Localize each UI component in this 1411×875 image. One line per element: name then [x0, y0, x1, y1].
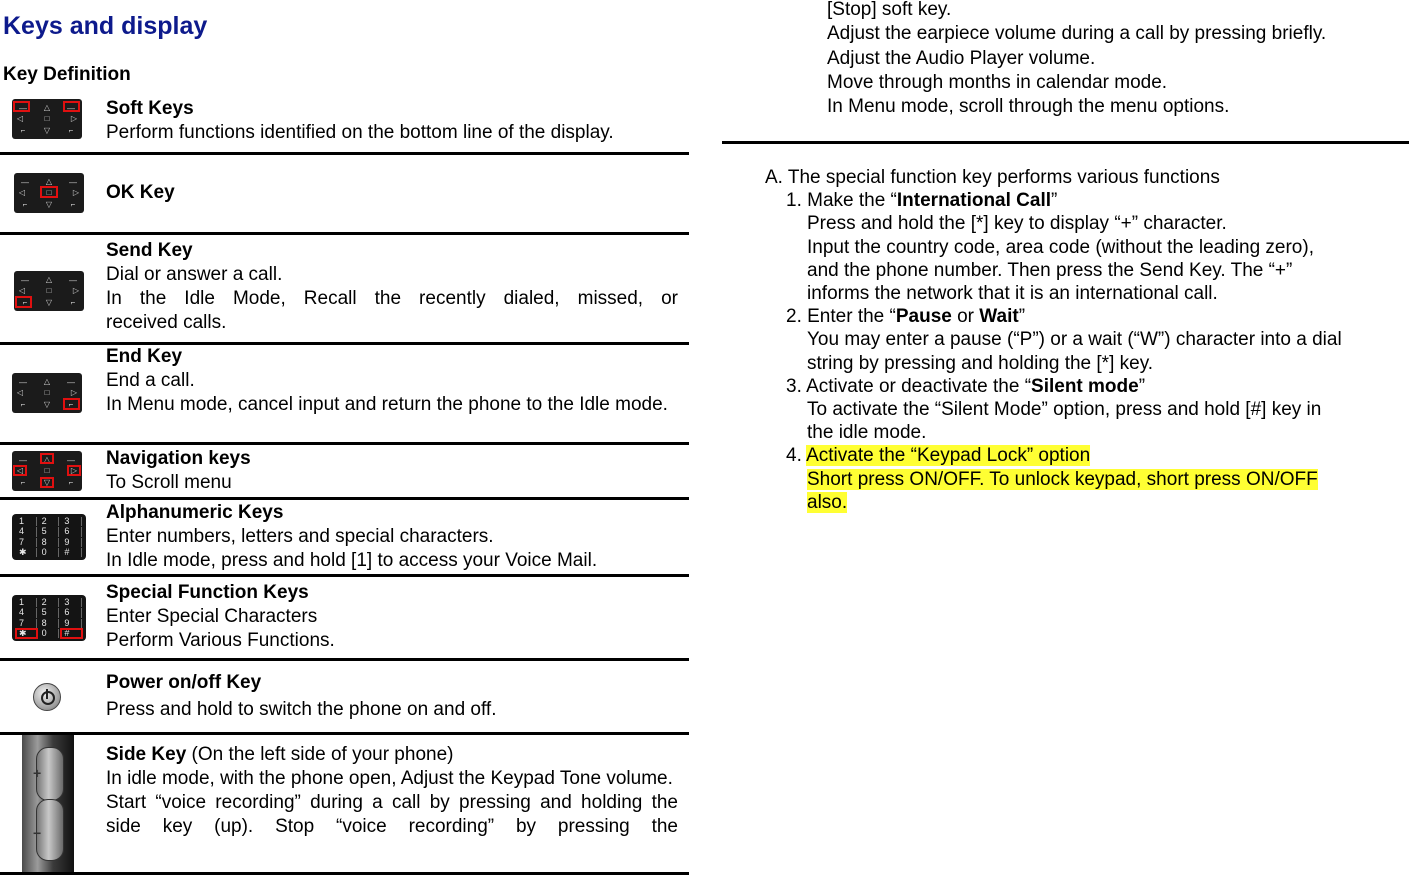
- soft-keys-desc: Perform functions identified on the bottom line of the display.: [106, 122, 614, 143]
- alphanumeric-keys-desc-2: In Idle mode, press and hold [1] to access your Voice Mail.: [106, 550, 598, 571]
- alphanumeric-keys-desc-1: Enter numbers, letters and special characters.: [106, 526, 494, 547]
- item-3-line-2: the idle mode.: [807, 422, 927, 444]
- send-key-label: Send Key: [106, 240, 193, 261]
- send-key-desc-3: received calls.: [106, 312, 227, 333]
- key-row-power-key: [0, 661, 689, 735]
- side-key-cont-1: [Stop] soft key.: [827, 0, 952, 20]
- side-key-cont-5: In Menu mode, scroll through the menu options.: [827, 96, 1230, 118]
- end-key-icon: — △ — ◁ □ ▷ ⌐ ▽ ⌐: [12, 373, 82, 413]
- special-function-keys-label: Special Function Keys: [106, 582, 309, 603]
- item-1-line-3: and the phone number. Then press the Send Key. The “+”: [807, 259, 1293, 281]
- key-row-ok-key: [0, 155, 689, 235]
- soft-keys-label: Soft Keys: [106, 98, 194, 119]
- special-function-keys-desc-1: Enter Special Characters: [106, 606, 318, 627]
- ok-key-label: OK Key: [106, 182, 175, 203]
- power-icon: [33, 683, 61, 711]
- special-function-keys-desc-2: Perform Various Functions.: [106, 630, 335, 651]
- key-row-end-key: [0, 345, 689, 445]
- item-1-line-2: Input the country code, area code (without the leading zero),: [807, 236, 1314, 258]
- navigation-keys-desc: To Scroll menu: [106, 472, 232, 493]
- section-title: Key Definition: [3, 64, 131, 85]
- page-title: Keys and display: [3, 12, 208, 40]
- item-4-line-2: also.: [807, 491, 848, 513]
- item-1-title: 1. Make the “International Call”: [786, 190, 1058, 212]
- soft-keys-icon: — △ — ◁ □ ▷ ⌐ ▽ ⌐: [12, 99, 82, 139]
- send-key-desc-2: In the Idle Mode, Recall the recently dialed, missed, or: [106, 288, 678, 309]
- navigation-keys-label: Navigation keys: [106, 448, 251, 469]
- item-4-title: 4. Activate the “Keypad Lock” option: [786, 445, 1091, 467]
- item-1-line-1: Press and hold the [*] key to display “+” character.: [807, 213, 1227, 235]
- side-key-cont-2: Adjust the earpiece volume during a call by pressing briefly.: [827, 23, 1327, 45]
- side-key-label: Side Key: [106, 744, 187, 765]
- end-key-label: End Key: [106, 346, 183, 367]
- side-key-icon: + −: [22, 735, 74, 872]
- side-key-cont-4: Move through months in calendar mode.: [827, 71, 1168, 93]
- key-row-side-key: [0, 735, 689, 875]
- side-key-desc-1: In idle mode, with the phone open, Adjust the Keypad Tone volume.: [106, 768, 673, 789]
- key-row-alphanumeric-keys: [0, 500, 689, 577]
- item-2-line-1: You may enter a pause (“P”) or a wait (“W”) character into a dial: [807, 329, 1342, 351]
- item-1-line-4: informs the network that it is an international call.: [807, 283, 1218, 305]
- key-row-send-key: [0, 235, 689, 345]
- divider: [722, 141, 1409, 144]
- item-3-title: 3. Activate or deactivate the “Silent mode”: [786, 375, 1146, 397]
- alphanumeric-keys-label: Alphanumeric Keys: [106, 502, 284, 523]
- side-key-continued: [827, 0, 1326, 119]
- end-key-desc-1: End a call.: [106, 370, 195, 391]
- alphanumeric-keys-icon: 1 2 3 4 5 6 7 8 9 ✱ 0 #: [12, 514, 86, 560]
- ok-key-icon: — △ — ◁ □ ▷ ⌐ ▽ ⌐: [14, 173, 84, 213]
- special-intro: A. The special function key performs various functions: [765, 167, 1220, 188]
- side-key-desc-2: Start “voice recording” during a call by pressing and holding the side key (up). Stop “voice recording” by pressing the: [106, 792, 678, 837]
- navigation-keys-icon: — △ — ◁ □ ▷ ⌐ ▽ ⌐: [12, 451, 82, 491]
- send-key-desc-1: Dial or answer a call.: [106, 264, 283, 285]
- item-3-line-1: To activate the “Silent Mode” option, press and hold [#] key in: [807, 399, 1322, 421]
- key-row-soft-keys: [0, 93, 689, 155]
- power-key-label: Power on/off Key: [106, 672, 262, 693]
- end-key-desc-2: In Menu mode, cancel input and return the phone to the Idle mode.: [106, 394, 668, 415]
- key-row-special-function-keys: [0, 577, 689, 661]
- item-4-line-1: Short press ON/OFF. To unlock keypad, short press ON/OFF: [807, 468, 1318, 490]
- send-key-icon: — △ — ◁ □ ▷ ⌐ ▽ ⌐: [14, 271, 84, 311]
- side-key-location: (On the left side of your phone): [186, 744, 454, 765]
- item-2-line-2: string by pressing and holding the [*] key.: [807, 352, 1154, 374]
- side-key-cont-3: Adjust the Audio Player volume.: [827, 47, 1096, 69]
- power-key-desc: Press and hold to switch the phone on and off.: [106, 699, 497, 720]
- item-2-title: 2. Enter the “Pause or Wait”: [786, 306, 1026, 328]
- special-function-keys-icon: 1 2 3 4 5 6 7 8 9 ✱ 0 #: [12, 595, 86, 641]
- key-row-navigation-keys: [0, 445, 689, 500]
- special-functions: [765, 166, 1405, 514]
